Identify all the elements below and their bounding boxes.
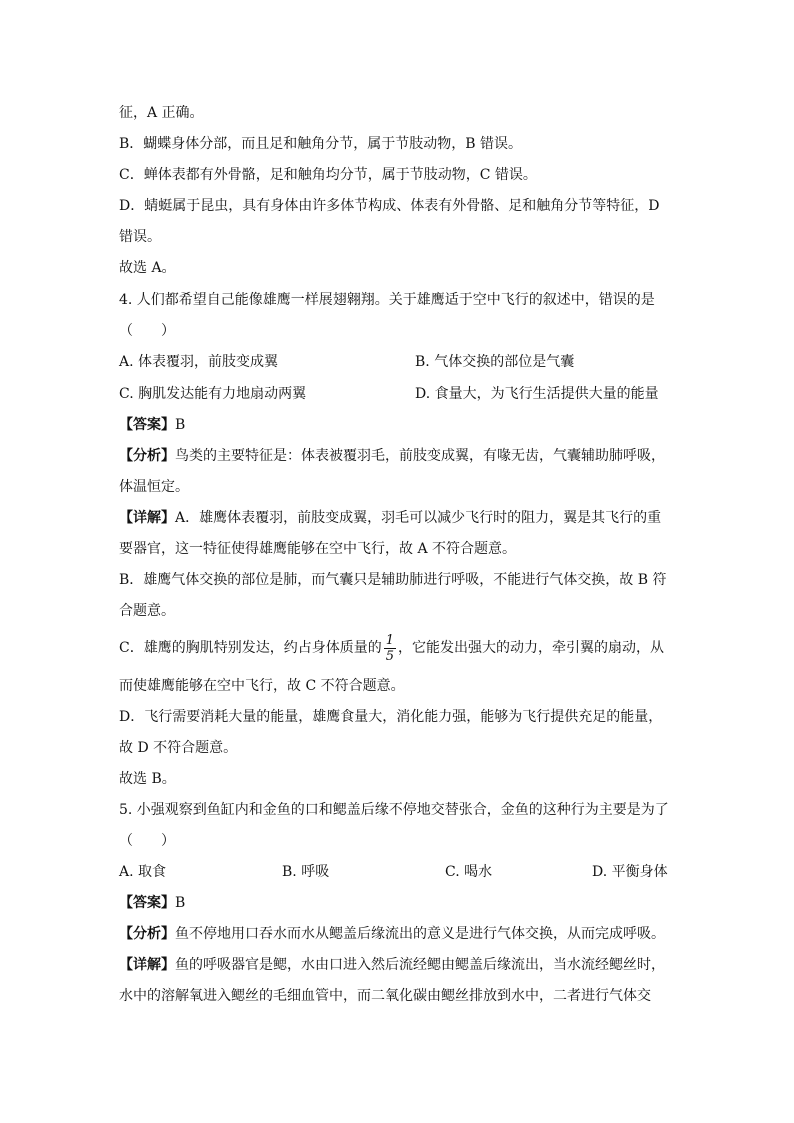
option-b: B. 气体交换的部位是气囊	[415, 354, 575, 370]
text-line: 故 D 不符合题意。	[119, 740, 238, 756]
fraction-numerator: 1	[385, 632, 394, 648]
text-line: 征，A 正确。	[119, 105, 204, 121]
detail-tag: 【详解】	[119, 957, 175, 973]
question-5-stem: 5. 小强观察到鱼缸内和金鱼的口和鳃盖后缘不停地交替张合，金鱼的这种行为主要是为了	[119, 802, 669, 818]
text-line: 体温恒定。	[119, 479, 189, 495]
detail-line	[119, 955, 665, 975]
text-line: B．雄鹰气体交换的部位是肺，而气囊只是辅助肺进行呼吸，不能进行气体交换，故 B 符	[119, 572, 667, 588]
answer-line	[119, 893, 185, 913]
detail-text: A．雄鹰体表覆羽，前肢变成翼，羽毛可以减少飞行时的阻力，翼是其飞行的重	[175, 510, 662, 526]
fraction-denominator: 5	[385, 648, 394, 664]
option-d: D. 食量大，为飞行生活提供大量的能量	[415, 386, 659, 402]
detail-fraction-line	[119, 628, 664, 668]
text-line: 水中的溶解氧进入鳃丝的毛细血管中，而二氧化碳由鳃丝排放到水中，二者进行气体交	[119, 988, 651, 1004]
analysis-line	[119, 446, 665, 466]
analysis-tag: 【分析】	[119, 448, 175, 464]
text-line: 故选 A。	[119, 260, 176, 276]
option-a: A. 体表覆羽，前肢变成翼	[119, 354, 279, 370]
analysis-text: 鱼不停地用口吞水而水从鳃盖后缘流出的意义是进行气体交换，从而完成呼吸。	[175, 926, 665, 942]
text-line: 要器官，这一特征使得雄鹰能够在空中飞行，故 A 不符合题意。	[119, 541, 517, 557]
option-a: A. 取食	[119, 864, 167, 880]
option-d: D. 平衡身体	[592, 864, 668, 880]
fraction	[384, 634, 396, 663]
analysis-text: 鸟类的主要特征是：体表被覆羽毛，前肢变成翼，有喙无齿，气囊辅助肺呼吸，	[175, 448, 665, 464]
text-line: C．蝉体表都有外骨骼，足和触角均分节，属于节肢动物，C 错误。	[119, 167, 537, 183]
text-line: 而使雄鹰能够在空中飞行，故 C 不符合题意。	[119, 678, 405, 694]
detail-tag: 【详解】	[119, 510, 175, 526]
option-c: C. 喝水	[445, 864, 493, 880]
answer-line	[119, 415, 185, 435]
answer-value: B	[175, 417, 186, 433]
answer-value: B	[175, 895, 186, 911]
question-4-stem: 4. 人们都希望自己能像雄鹰一样展翅翱翔。关于雄鹰适于空中飞行的叙述中，错误的是	[119, 292, 655, 308]
question-5-paren: （ ）	[119, 833, 175, 849]
text-line: D．蜻蜓属于昆虫，具有身体由许多体节构成、体表有外骨骼、足和触角分节等特征，D	[119, 198, 660, 214]
detail-text: 鱼的呼吸器官是鳃，水由口进入然后流经鳃由鳃盖后缘流出，当水流经鳃丝时，	[175, 957, 665, 973]
answer-tag: 【答案】	[119, 417, 175, 433]
option-c: C. 胸肌发达能有力地扇动两翼	[119, 386, 307, 402]
text-line: D．飞行需要消耗大量的能量，雄鹰食量大，消化能力强，能够为飞行提供充足的能量，	[119, 709, 663, 725]
option-b: B. 呼吸	[282, 864, 330, 880]
analysis-tag: 【分析】	[119, 926, 175, 942]
text-line: 错误。	[119, 229, 161, 245]
text-line: 故选 B。	[119, 771, 176, 787]
question-4-paren: （ ）	[119, 323, 175, 339]
text-segment: ，它能发出强大的动力，牵引翼的扇动，从	[398, 640, 664, 656]
answer-tag: 【答案】	[119, 895, 175, 911]
text-segment: C．雄鹰的胸肌特别发达，约占身体质量的	[119, 640, 382, 656]
analysis-line	[119, 924, 665, 944]
detail-line	[119, 508, 661, 528]
text-line: 合题意。	[119, 603, 175, 619]
text-line: B．蝴蝶身体分部，而且足和触角分节，属于节肢动物，B 错误。	[119, 136, 523, 152]
